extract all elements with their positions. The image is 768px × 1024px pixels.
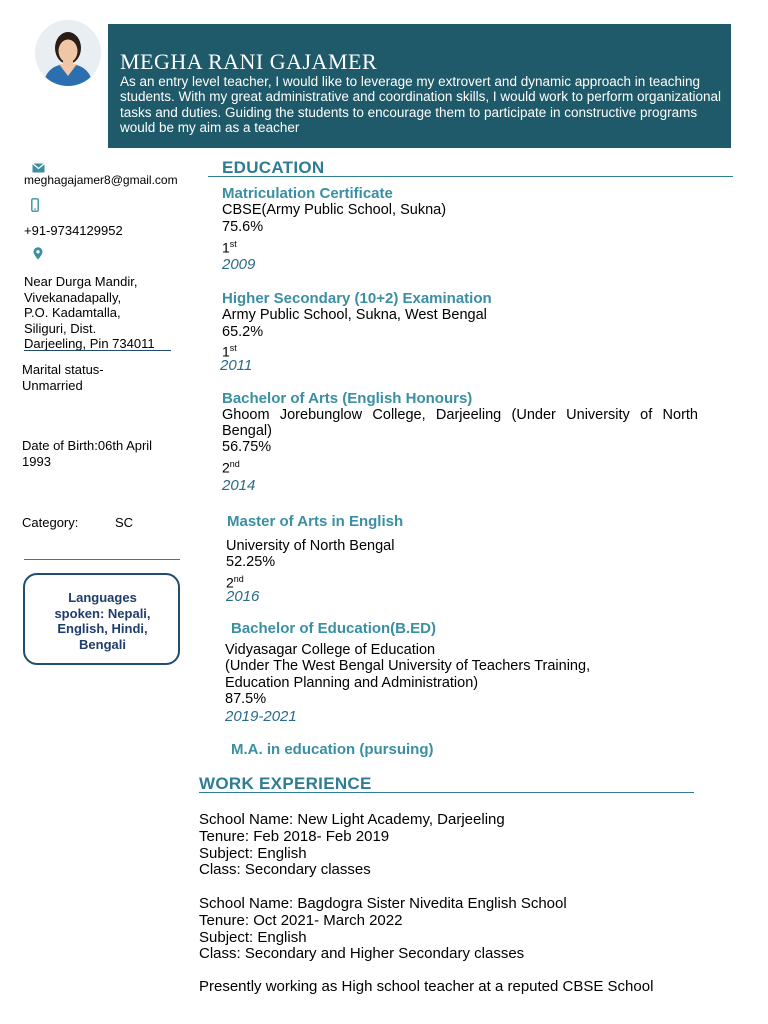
candidate-name: MEGHA RANI GAJAMER bbox=[120, 49, 378, 74]
rank-suffix: st bbox=[229, 343, 237, 353]
dob-year: 1993 bbox=[22, 453, 51, 469]
category-label: Category: bbox=[22, 515, 79, 530]
school-name: School Name: Bagdogra Sister Nivedita English School bbox=[199, 895, 567, 912]
address-divider bbox=[24, 350, 171, 351]
rank-number: 1 bbox=[222, 239, 230, 256]
year: 2014 bbox=[222, 477, 256, 494]
year: 2019-2021 bbox=[225, 708, 297, 725]
languages-line: Bengali bbox=[79, 636, 126, 652]
rank-number: 2 bbox=[226, 574, 234, 591]
address-line: Vivekanadapally, bbox=[24, 289, 122, 305]
score: 87.5% bbox=[225, 691, 267, 707]
email-text: meghagajamer8@gmail.com bbox=[24, 173, 178, 187]
division-rank bbox=[222, 239, 237, 256]
institution: Vidyasagar College of Education bbox=[225, 642, 436, 658]
institution-cont: Education Planning and Administration) bbox=[225, 675, 479, 691]
degree-title: Bachelor of Arts (English Honours) bbox=[222, 390, 473, 407]
left-divider bbox=[24, 559, 180, 560]
phone-text: +91-9734129952 bbox=[24, 223, 123, 238]
score: 75.6% bbox=[222, 219, 264, 235]
degree-title: Master of Arts in English bbox=[227, 513, 404, 530]
education-rule bbox=[208, 176, 733, 177]
envelope-icon bbox=[32, 163, 45, 173]
degree-title: Higher Secondary (10+2) Examination bbox=[222, 290, 492, 307]
class: Class: Secondary and Higher Secondary classes bbox=[199, 945, 525, 963]
category-value: SC bbox=[115, 515, 134, 530]
institution: University of North Bengal bbox=[226, 538, 395, 554]
degree-title: Bachelor of Education(B.ED) bbox=[231, 620, 437, 637]
subject: Subject: English bbox=[199, 844, 307, 862]
marital-value: Unmarried bbox=[22, 377, 83, 393]
institution: Ghoom Jorebunglow College, Darjeeling (Under University of North bbox=[222, 407, 698, 423]
mobile-phone-icon bbox=[31, 198, 39, 212]
rank-suffix: st bbox=[229, 239, 237, 249]
marital-status bbox=[22, 362, 104, 393]
class: Class: Secondary classes bbox=[199, 861, 371, 879]
rank-number: 2 bbox=[222, 459, 230, 476]
institution: Army Public School, Sukna, West Bengal bbox=[222, 307, 487, 323]
career-summary: As an entry level teacher, I would like to leverage my extrovert and dynamic approach in teaching students. With my great administrative and coordination skills, I would work to perform organizational tasks and duties. Guiding the students to encourage them to participate in constructive programs would be my aim as a teacher bbox=[120, 74, 722, 136]
dob-label: Date of Birth:06th April bbox=[22, 438, 153, 453]
languages-line: Languages bbox=[68, 590, 137, 605]
map-pin-icon bbox=[33, 247, 43, 260]
institution-cont: Bengal) bbox=[222, 423, 272, 439]
year: 2011 bbox=[220, 357, 253, 374]
division-rank bbox=[222, 459, 240, 476]
institution-cont: (Under The West Bengal University of Teachers Training, bbox=[225, 658, 591, 674]
address-line: Near Durga Mandir, bbox=[24, 274, 138, 289]
marital-label: Marital status- bbox=[22, 362, 104, 377]
address-line: Darjeeling, Pin 734011 bbox=[24, 336, 155, 351]
degree-title: M.A. in education (pursuing) bbox=[231, 741, 434, 758]
current-position: Presently working as High school teacher at a reputed CBSE School bbox=[199, 978, 654, 995]
rank-suffix: nd bbox=[233, 574, 244, 584]
rank-number: 1 bbox=[222, 343, 230, 360]
year: 2016 bbox=[226, 588, 260, 605]
languages-line: spoken: Nepali, bbox=[54, 605, 151, 621]
tenure: Tenure: Feb 2018- Feb 2019 bbox=[199, 827, 390, 845]
date-of-birth bbox=[22, 438, 152, 469]
work-experience-heading: WORK EXPERIENCE bbox=[199, 774, 372, 793]
rank-suffix: nd bbox=[229, 459, 240, 469]
score: 52.25% bbox=[226, 554, 276, 570]
address-block bbox=[24, 274, 155, 352]
education-heading: EDUCATION bbox=[222, 158, 325, 177]
languages-line: English, Hindi, bbox=[57, 621, 148, 636]
subject: Subject: English bbox=[199, 928, 307, 946]
avatar bbox=[35, 20, 101, 86]
job-entry bbox=[199, 896, 567, 963]
address-line: P.O. Kadamtalla, bbox=[24, 305, 121, 320]
score: 65.2% bbox=[222, 324, 264, 340]
job-entry bbox=[199, 812, 505, 879]
institution: CBSE(Army Public School, Sukna) bbox=[222, 202, 447, 218]
score: 56.75% bbox=[222, 439, 272, 455]
languages-text bbox=[25, 590, 180, 652]
work-experience-rule bbox=[199, 792, 694, 793]
year: 2009 bbox=[222, 256, 256, 273]
tenure: Tenure: Oct 2021- March 2022 bbox=[199, 911, 403, 929]
school-name: School Name: New Light Academy, Darjeeling bbox=[199, 811, 505, 828]
degree-title: Matriculation Certificate bbox=[222, 185, 393, 202]
address-line: Siliguri, Dist. bbox=[24, 320, 97, 336]
